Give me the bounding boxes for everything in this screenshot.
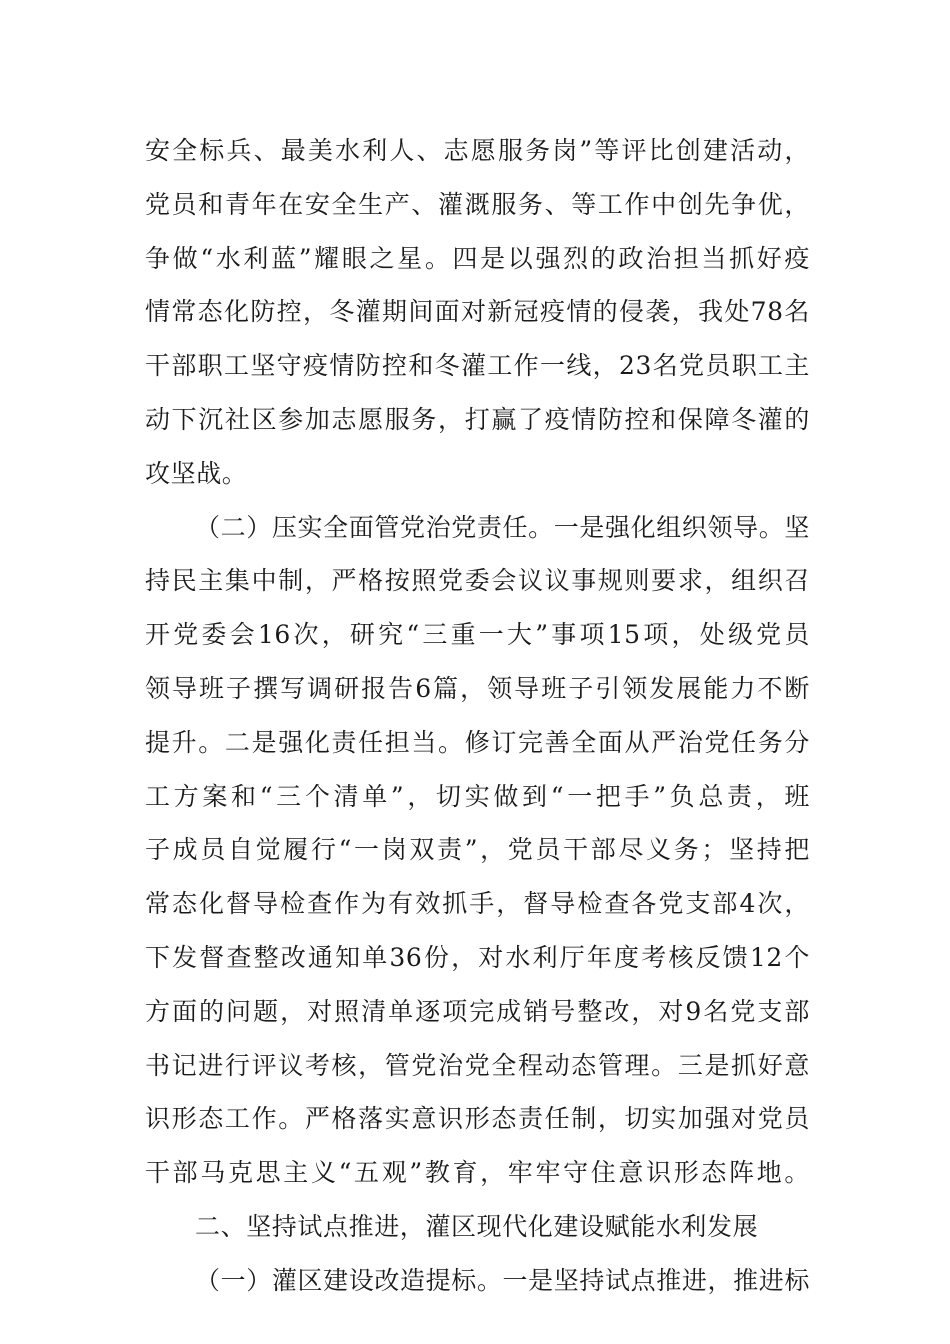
text-line: 识形态工作。严格落实意识形态责任制，切实加强对党员 [145, 1104, 810, 1134]
text-line: 提升。二是强化责任担当。修订完善全面从严治党任务分 [145, 727, 810, 757]
text-line: 动下沉社区参加志愿服务，打赢了疫情防控和保障冬灌的 [145, 404, 810, 434]
text-line: 工方案和“三个清单”，切实做到“一把手”负总责，班 [145, 781, 810, 811]
text-line: 常态化督导检查作为有效抓手，督导检查各党支部4次， [145, 889, 810, 919]
text-line: （二）压实全面管党治党责任。一是强化组织领导。坚 [195, 512, 810, 542]
text-line: 下发督查整改通知单36份，对水利厅年度考核反馈12个 [145, 942, 810, 972]
text-line: 攻坚战。 [145, 458, 248, 488]
text-line: 党员和青年在安全生产、灌溉服务、等工作中创先争优， [145, 189, 810, 219]
text-line: （一）灌区建设改造提标。一是坚持试点推进，推进标 [195, 1265, 810, 1295]
text-line: 书记进行评议考核，管党治党全程动态管理。三是抓好意 [145, 1050, 810, 1080]
text-line: 子成员自觉履行“一岗双责”，党员干部尽义务；坚持把 [145, 835, 810, 865]
text-line: 领导班子撰写调研报告6篇，领导班子引领发展能力不断 [145, 673, 810, 703]
document-body [145, 124, 810, 1308]
text-line: 争做“水利蓝”耀眼之星。四是以强烈的政治担当抓好疫 [145, 243, 810, 273]
section-heading: 二、坚持试点推进，灌区现代化建设赋能水利发展 [195, 1211, 759, 1241]
text-line: 干部职工坚守疫情防控和冬灌工作一线，23名党员职工主 [145, 351, 810, 381]
text-line: 开党委会16次，研究“三重一大”事项15项，处级党员 [145, 620, 810, 650]
text-line: 情常态化防控，冬灌期间面对新冠疫情的侵袭，我处78名 [145, 297, 810, 327]
text-line: 安全标兵、最美水利人、志愿服务岗”等评比创建活动， [145, 136, 810, 165]
text-line: 方面的问题，对照清单逐项完成销号整改，对9名党支部 [145, 996, 810, 1026]
text-line: 持民主集中制，严格按照党委会议议事规则要求，组织召 [145, 566, 810, 596]
text-line: 干部马克思主义“五观”教育，牢牢守住意识形态阵地。 [145, 1158, 810, 1188]
